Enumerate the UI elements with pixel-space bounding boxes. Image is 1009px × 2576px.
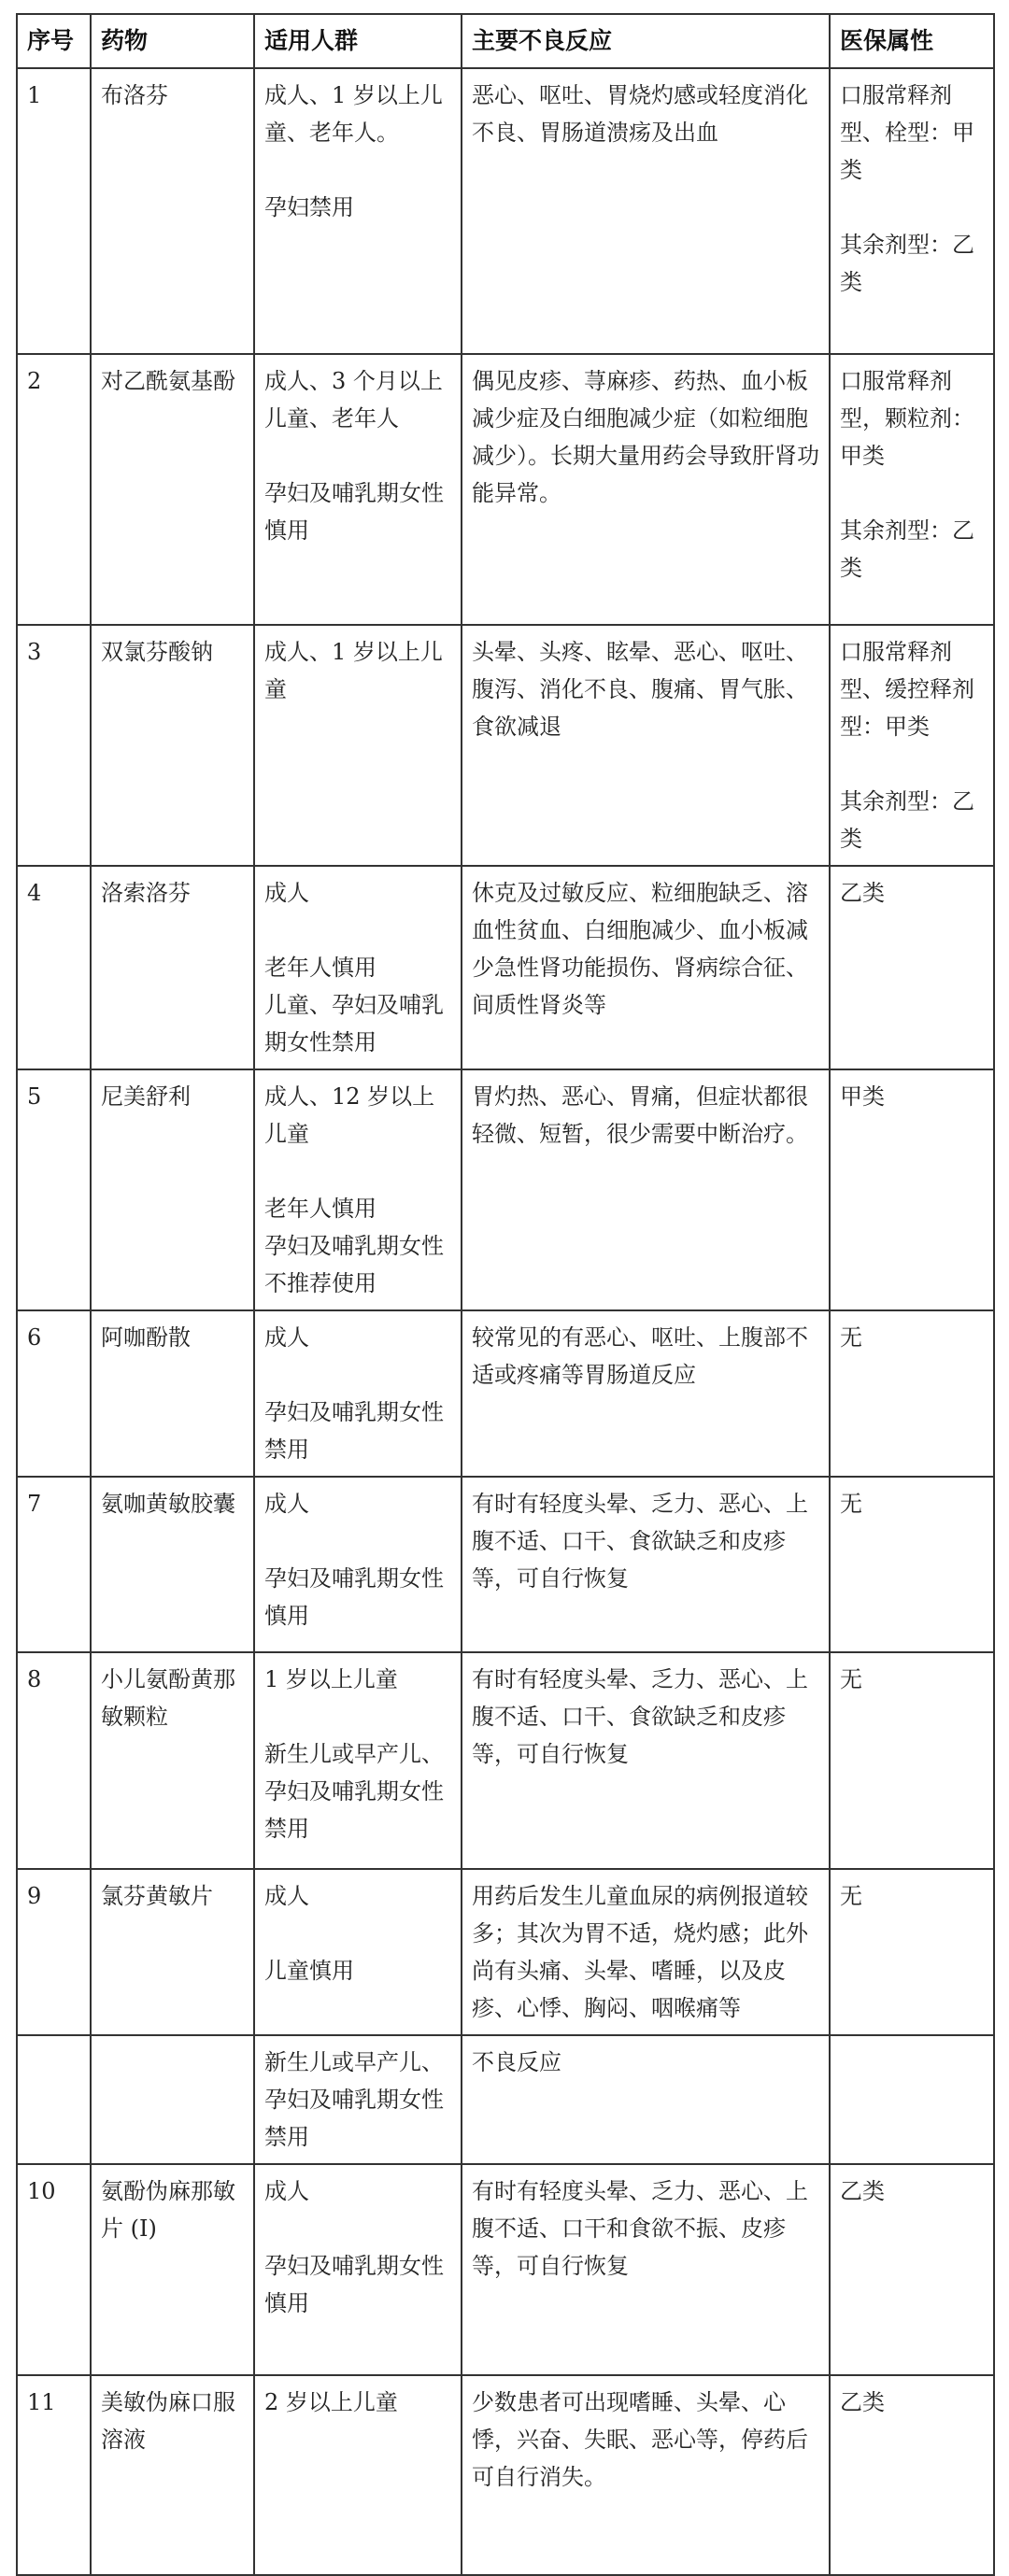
cell-line: 成人、12 岁以上儿童 [264, 1083, 435, 1147]
cell-no: 4 [17, 866, 91, 1069]
cell-drug [91, 1069, 254, 1310]
cell-insurance [830, 2375, 994, 2575]
cell-line: 洛索洛芬 [101, 880, 191, 906]
table-body [17, 68, 994, 2575]
drug-table [16, 13, 995, 2576]
cell-line: 2 岁以上儿童 [264, 2389, 398, 2415]
table-row [17, 625, 994, 866]
cell-adverse [462, 866, 830, 1069]
cell-insurance [830, 354, 994, 625]
header-population: 适用人群 [254, 14, 462, 68]
table-row [17, 2164, 994, 2375]
cell-line: 胃灼热、恶心、胃痛，但症状都很轻微、短暂，很少需要中断治疗。 [472, 1083, 808, 1147]
paragraph-gap [264, 437, 451, 474]
cell-line: 成人 [264, 1324, 309, 1351]
cell-no: 8 [17, 1652, 91, 1869]
paragraph-gap [264, 1153, 451, 1190]
table-row [17, 68, 994, 354]
header-no: 序号 [17, 14, 91, 68]
table-row [17, 2035, 994, 2164]
cell-no [17, 2035, 91, 2164]
cell-adverse [462, 2035, 830, 2164]
cell-line: 甲类 [840, 1083, 885, 1110]
cell-line: 无 [840, 1491, 862, 1517]
paragraph-gap [264, 1698, 451, 1735]
cell-line: 口服常释剂型、缓控释剂型：甲类 [840, 639, 974, 740]
cell-line: 成人、1 岁以上儿童、老年人。 [264, 82, 443, 146]
cell-adverse [462, 1069, 830, 1310]
cell-line: 休克及过敏反应、粒细胞缺乏、溶血性贫血、白细胞减少、血小板减少急性肾功能损伤、肾病综合征、间质性肾炎等 [472, 880, 808, 1018]
cell-line: 尼美舒利 [101, 1083, 191, 1110]
cell-line: 老年人慎用 [264, 1196, 377, 1222]
cell-line: 儿童、孕妇及哺乳期女性禁用 [264, 992, 444, 1055]
cell-insurance [830, 2035, 994, 2164]
cell-adverse [462, 1869, 830, 2035]
cell-adverse [462, 625, 830, 866]
cell-line: 其余剂型：乙类 [840, 788, 974, 852]
cell-line: 小儿氨酚黄那敏颗粒 [101, 1666, 235, 1730]
cell-drug [91, 625, 254, 866]
cell-line: 少数患者可出现嗜睡、头晕、心悸，兴奋、失眠、恶心等，停药后可自行消失。 [472, 2389, 808, 2490]
cell-line: 头晕、头疼、眩晕、恶心、呕吐、腹泻、消化不良、腹痛、胃气胀、食欲减退 [472, 639, 808, 740]
header-drug: 药物 [91, 14, 254, 68]
cell-line: 无 [840, 1883, 862, 1909]
cell-population [254, 354, 462, 625]
cell-drug [91, 1652, 254, 1869]
cell-line: 新生儿或早产儿、孕妇及哺乳期女性禁用 [264, 2049, 444, 2150]
cell-line: 氨酚伪麻那敏片 (I) [101, 2178, 235, 2242]
cell-line: 成人 [264, 2178, 309, 2204]
cell-adverse [462, 2164, 830, 2375]
cell-population [254, 1652, 462, 1869]
cell-adverse [462, 2375, 830, 2575]
cell-line: 偶见皮疹、荨麻疹、药热、血小板减少症及白细胞减少症（如粒细胞减少）。长期大量用药会导致肝肾功能异常。 [472, 368, 819, 506]
cell-line: 对乙酰氨基酚 [101, 368, 235, 394]
table-row [17, 1477, 994, 1652]
table-row [17, 354, 994, 625]
cell-adverse [462, 1477, 830, 1652]
cell-drug [91, 866, 254, 1069]
cell-adverse [462, 68, 830, 354]
cell-insurance [830, 1477, 994, 1652]
cell-line: 成人、1 岁以上儿童 [264, 639, 443, 702]
cell-population [254, 1869, 462, 2035]
paragraph-gap [264, 151, 451, 189]
cell-line: 乙类 [840, 2389, 885, 2415]
cell-drug [91, 2164, 254, 2375]
cell-drug [91, 2375, 254, 2575]
cell-insurance [830, 1869, 994, 2035]
cell-line: 乙类 [840, 2178, 885, 2204]
cell-line: 乙类 [840, 880, 885, 906]
cell-drug [91, 68, 254, 354]
cell-population [254, 1069, 462, 1310]
cell-line: 老年人慎用 [264, 955, 377, 981]
cell-adverse [462, 1310, 830, 1477]
cell-line: 成人 [264, 1883, 309, 1909]
cell-insurance [830, 1069, 994, 1310]
cell-population [254, 1310, 462, 1477]
cell-drug [91, 1310, 254, 1477]
cell-insurance [830, 1652, 994, 1869]
paragraph-gap [840, 745, 984, 783]
header-row [17, 14, 994, 68]
table-row [17, 2375, 994, 2575]
cell-no: 11 [17, 2375, 91, 2575]
cell-insurance [830, 866, 994, 1069]
cell-line: 氨咖黄敏胶囊 [101, 1491, 235, 1517]
cell-population [254, 2035, 462, 2164]
cell-line: 其余剂型：乙类 [840, 232, 974, 295]
cell-line: 口服常释剂型、栓型：甲类 [840, 82, 974, 183]
cell-insurance [830, 625, 994, 866]
cell-line: 较常见的有恶心、呕吐、上腹部不适或疼痛等胃肠道反应 [472, 1324, 808, 1388]
cell-population [254, 2375, 462, 2575]
cell-line: 用药后发生儿童血尿的病例报道较多；其次为胃不适，烧灼感；此外尚有头痛、头晕、嗜睡，以及皮疹、心悸、胸闷、咽喉痛等 [472, 1883, 808, 2021]
cell-no: 7 [17, 1477, 91, 1652]
cell-no: 10 [17, 2164, 91, 2375]
cell-line: 成人 [264, 880, 309, 906]
cell-line: 布洛芬 [101, 82, 168, 108]
cell-line: 氯芬黄敏片 [101, 1883, 213, 1909]
cell-insurance [830, 1310, 994, 1477]
cell-insurance [830, 68, 994, 354]
cell-drug [91, 1477, 254, 1652]
cell-drug [91, 1869, 254, 2035]
cell-no: 3 [17, 625, 91, 866]
cell-drug [91, 2035, 254, 2164]
cell-line: 有时有轻度头晕、乏力、恶心、上腹不适、口干、食欲缺乏和皮疹等，可自行恢复 [472, 1491, 808, 1592]
cell-no: 2 [17, 354, 91, 625]
paragraph-gap [264, 1522, 451, 1560]
cell-line: 有时有轻度头晕、乏力、恶心、上腹不适、口干、食欲缺乏和皮疹等，可自行恢复 [472, 1666, 808, 1767]
cell-drug [91, 354, 254, 625]
paragraph-gap [264, 1356, 451, 1394]
cell-line: 1 岁以上儿童 [264, 1666, 398, 1692]
paragraph-gap [264, 1915, 451, 1952]
header-adverse: 主要不良反应 [462, 14, 830, 68]
cell-line: 成人、3 个月以上儿童、老年人 [264, 368, 443, 432]
table-row [17, 1652, 994, 1869]
cell-population [254, 68, 462, 354]
table-row [17, 866, 994, 1069]
cell-population [254, 2164, 462, 2375]
cell-line: 孕妇及哺乳期女性慎用 [264, 480, 444, 544]
cell-line: 有时有轻度头晕、乏力、恶心、上腹不适、口干和食欲不振、皮疹等，可自行恢复 [472, 2178, 808, 2279]
cell-no: 5 [17, 1069, 91, 1310]
cell-line: 新生儿或早产儿、孕妇及哺乳期女性禁用 [264, 1741, 444, 1842]
cell-line: 阿咖酚散 [101, 1324, 191, 1351]
paragraph-gap [264, 912, 451, 949]
table-row [17, 1869, 994, 2035]
cell-line: 不良反应 [472, 2049, 561, 2075]
cell-line: 孕妇及哺乳期女性慎用 [264, 2253, 444, 2316]
paragraph-gap [840, 474, 984, 512]
cell-line: 孕妇及哺乳期女性不推荐使用 [264, 1233, 444, 1296]
paragraph-gap [840, 189, 984, 226]
cell-line: 无 [840, 1666, 862, 1692]
cell-line: 美敏伪麻口服溶液 [101, 2389, 235, 2453]
cell-line: 儿童慎用 [264, 1958, 354, 1984]
cell-line: 口服常释剂型，颗粒剂：甲类 [840, 368, 974, 469]
cell-line: 恶心、呕吐、胃烧灼感或轻度消化不良、胃肠道溃疡及出血 [472, 82, 808, 146]
paragraph-gap [264, 2210, 451, 2247]
cell-line: 成人 [264, 1491, 309, 1517]
cell-population [254, 625, 462, 866]
header-insurance: 医保属性 [830, 14, 994, 68]
cell-no: 1 [17, 68, 91, 354]
cell-line: 无 [840, 1324, 862, 1351]
table-row [17, 1069, 994, 1310]
cell-line: 孕妇及哺乳期女性禁用 [264, 1399, 444, 1463]
cell-line: 孕妇禁用 [264, 194, 354, 220]
cell-population [254, 1477, 462, 1652]
cell-line: 其余剂型：乙类 [840, 517, 974, 581]
cell-adverse [462, 1652, 830, 1869]
cell-population [254, 866, 462, 1069]
cell-insurance [830, 2164, 994, 2375]
cell-line: 孕妇及哺乳期女性慎用 [264, 1565, 444, 1629]
cell-no: 9 [17, 1869, 91, 2035]
table-row [17, 1310, 994, 1477]
cell-line: 双氯芬酸钠 [101, 639, 213, 665]
cell-no: 6 [17, 1310, 91, 1477]
cell-adverse [462, 354, 830, 625]
